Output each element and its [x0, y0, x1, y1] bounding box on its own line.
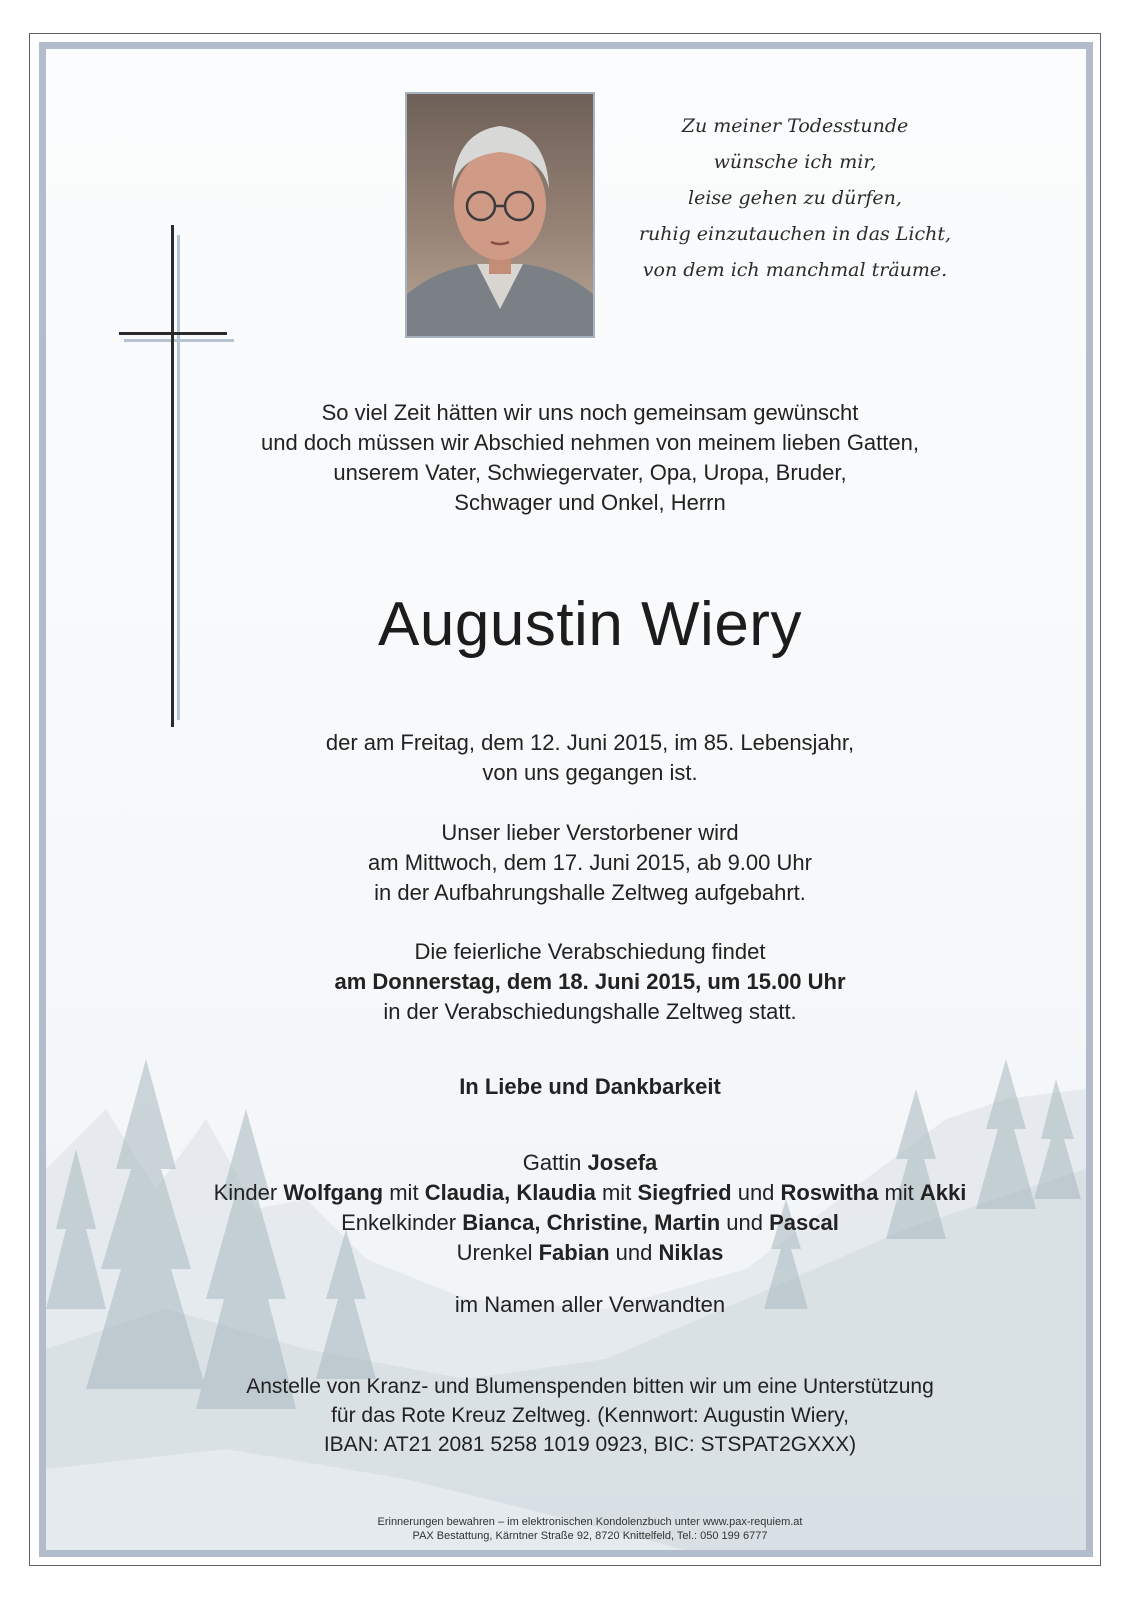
poem-line: ruhig einzutauchen in das Licht,	[638, 223, 952, 245]
viewing-line: am Mittwoch, dem 17. Juni 2015, ab 9.00 Uhr	[368, 850, 812, 875]
footer-line: Erinnerungen bewahren – im elektronischen Kondolenzbuch unter www.pax-requiem.at	[377, 1516, 803, 1528]
child-name: Roswitha	[780, 1180, 879, 1205]
family-wife-line	[210, 1148, 970, 1178]
deceased-name: Augustin Wiery	[378, 590, 802, 659]
family-children-line	[210, 1178, 970, 1208]
partner-name: Akki	[919, 1180, 967, 1205]
cross-shadow-vertical	[177, 235, 180, 720]
connector: mit	[389, 1180, 419, 1205]
connector: und	[726, 1210, 763, 1235]
family-great-grandchildren-line	[210, 1238, 970, 1268]
connector: und	[737, 1180, 775, 1205]
connector: und	[615, 1240, 653, 1265]
portrait-illustration	[407, 94, 593, 336]
intro-line: Schwager und Onkel, Herrn	[454, 490, 726, 515]
poem-line: von dem ich manchmal träume.	[642, 259, 948, 281]
footer	[210, 1515, 970, 1543]
farewell-line: Die feierliche Verabschiedung findet	[414, 939, 766, 964]
footer-line: PAX Bestattung, Kärntner Straße 92, 8720 Knittelfeld, Tel.: 050 199 6777	[412, 1530, 768, 1542]
viewing-line: in der Aufbahrungshalle Zeltweg aufgebahrt.	[374, 880, 806, 905]
grandchildren-names: Bianca, Christine, Martin	[462, 1210, 721, 1235]
donation-line: für das Rote Kreuz Zeltweg. (Kennwort: Augustin Wiery,	[331, 1404, 849, 1427]
family-list	[210, 1148, 970, 1268]
intro-line: So viel Zeit hätten wir uns noch gemeinsam gewünscht	[321, 400, 859, 425]
child-name: Klaudia	[516, 1180, 596, 1205]
child-name: Wolfgang	[283, 1180, 384, 1205]
grandchildren-prefix: Enkelkinder	[341, 1210, 457, 1235]
cross-horizontal-bar	[119, 332, 227, 335]
connector: mit	[601, 1180, 632, 1205]
partner-name: Claudia,	[424, 1180, 511, 1205]
relatives-line: im Namen aller Verwandten	[454, 1292, 726, 1317]
farewell-line: in der Verabschiedungshalle Zeltweg statt.	[383, 999, 797, 1024]
great-grandchild-name: Fabian	[538, 1240, 610, 1265]
family-grandchildren-line	[210, 1208, 970, 1238]
death-notice	[210, 728, 970, 788]
intro-text	[210, 398, 970, 518]
donation-line: Anstelle von Kranz- und Blumenspenden bitten wir um eine Unterstützung	[246, 1375, 934, 1398]
farewell-notice	[210, 937, 970, 1027]
viewing-line: Unser lieber Verstorbener wird	[441, 820, 739, 845]
cross-shadow-horizontal	[124, 339, 234, 342]
death-line: der am Freitag, dem 12. Juni 2015, im 85. Lebensjahr,	[325, 730, 855, 755]
connector: mit	[884, 1180, 914, 1205]
children-prefix: Kinder	[213, 1180, 278, 1205]
memorial-poem	[630, 108, 960, 288]
poem-line: leise gehen zu dürfen,	[688, 187, 902, 209]
cross-vertical-bar	[171, 225, 174, 727]
grandchild-name: Pascal	[769, 1210, 839, 1235]
viewing-notice	[210, 818, 970, 908]
partner-name: Siegfried	[637, 1180, 732, 1205]
intro-line: und doch müssen wir Abschied nehmen von meinem lieben Gatten,	[261, 430, 919, 455]
love-line: In Liebe und Dankbarkeit	[459, 1074, 721, 1099]
great-grandchild-name: Niklas	[658, 1240, 724, 1265]
poem-line: Zu meiner Todesstunde	[681, 115, 909, 137]
donation-line: IBAN: AT21 2081 5258 1019 0923, BIC: STSPAT2GXXX)	[323, 1433, 857, 1456]
poem-line: wünsche ich mir,	[713, 151, 877, 173]
death-line: von uns gegangen ist.	[482, 760, 698, 785]
great-grandchildren-prefix: Urenkel	[456, 1240, 533, 1265]
wife-prefix: Gattin	[522, 1150, 582, 1175]
donation-request	[210, 1372, 970, 1459]
intro-line: unserem Vater, Schwiegervater, Opa, Uropa, Bruder,	[333, 460, 847, 485]
farewell-date: am Donnerstag, dem 18. Juni 2015, um 15.00 Uhr	[334, 969, 846, 994]
wife-name: Josefa	[587, 1150, 658, 1175]
portrait-photo	[405, 92, 595, 338]
